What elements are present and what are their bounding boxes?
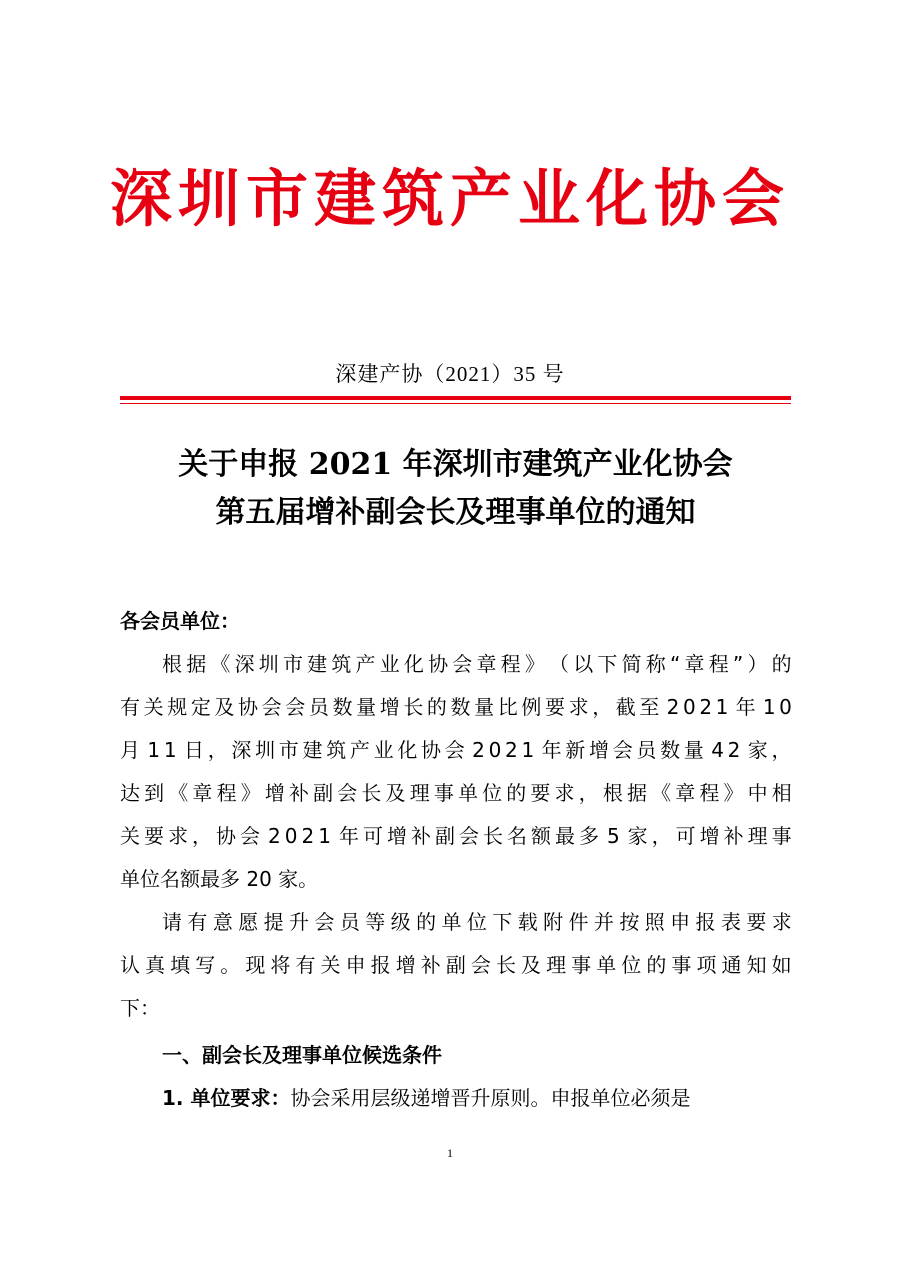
- paragraph-1-line: 月 1 1 日 ， 深 圳 市 建 筑 产 业 化 协 会 2 0 2 1 年 新 增 会 员 数 量 4 2 家 ，: [120, 738, 792, 762]
- item-1: [120, 1077, 792, 1120]
- red-divider-thick: [120, 396, 791, 400]
- paragraph-2-line: 请 有 意 愿 提 升 会 员 等 级 的 单 位 下 载 附 件 并 按 照 申 报 表 要 求: [162, 910, 792, 934]
- notice-title-line-2: 第五届增补副会长及理事单位的通知: [215, 495, 696, 530]
- notice-title: [120, 441, 791, 537]
- paragraph-1-line: 达 到 《 章 程 》 增 补 副 会 长 及 理 事 单 位 的 要 求 ， 根 据 《 章 程 》 中 相: [120, 781, 792, 805]
- page-number: 1: [447, 1146, 453, 1160]
- section-1-heading: 一、副会长及理事单位候选条件: [162, 1043, 442, 1067]
- document-number: 深建产协（2021）35 号: [335, 362, 565, 386]
- paragraph-1-line: 关 要 求 ， 协 会 2 0 2 1 年 可 增 补 副 会 长 名 额 最 多 5 家 ， 可 增 补 理 事: [120, 824, 792, 848]
- paragraph-1-line: 有 关 规 定 及 协 会 会 员 数 量 增 长 的 数 量 比 例 要 求 ， 截 至 2 0 2 1 年 1 0: [120, 695, 792, 719]
- paragraph-1-line: 单位名额最多 20 家。: [120, 867, 319, 891]
- notice-title-line-1: 关于申报 2021 年深圳市建筑产业化协会: [178, 447, 733, 482]
- paragraph-2-line: 认 真 填 写 。 现 将 有 关 申 报 增 补 副 会 长 及 理 事 单 位 的 事 项 通 知 如: [120, 953, 792, 977]
- paragraph-2-line: 下：: [120, 996, 160, 1020]
- document-body: [120, 600, 792, 1120]
- item-1-text: 协会采用层级递增晋升原则。申报单位必须是: [290, 1086, 691, 1110]
- letterhead-org-name: 深圳市建筑产业化协会: [109, 162, 790, 235]
- red-divider-thin: [120, 403, 791, 404]
- paragraph-1-line: 根 据 《 深 圳 市 建 筑 产 业 化 协 会 章 程 》 （ 以 下 简 称 “ 章 程 ” ） 的: [162, 652, 792, 676]
- salutation: 各会员单位：: [120, 609, 240, 633]
- item-1-label: 1. 单位要求：: [162, 1086, 291, 1110]
